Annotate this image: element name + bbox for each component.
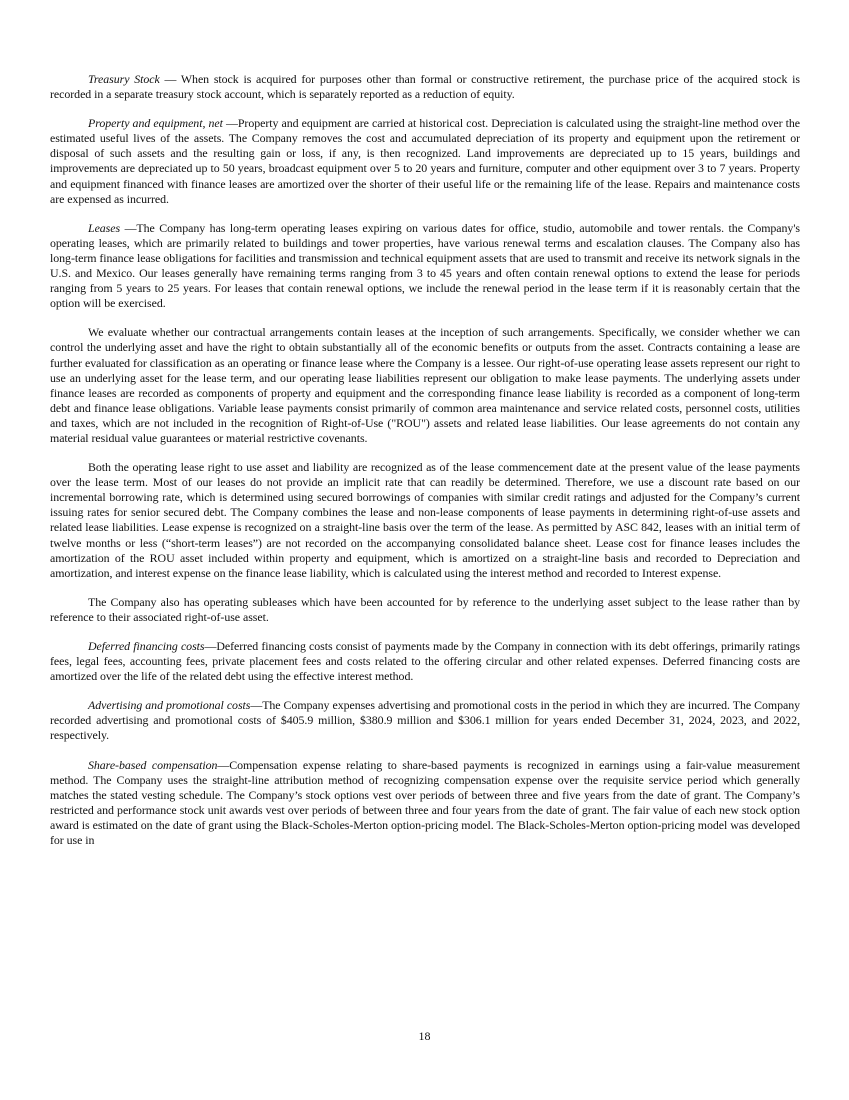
paragraph-lease-evaluation xyxy=(50,325,800,446)
paragraph-share-based xyxy=(50,758,800,849)
paragraph-text: —The Company expenses advertising and promotional costs in the period in which they are incurred. The Company recorded advertising and promotional costs of $405.9 million, $380.9 million and $306.1 million for years ended December 31, 2024, 2023, and 2022, respectively. xyxy=(50,698,801,743)
paragraph-text: —Property and equipment are carried at historical cost. Depreciation is calculated using the straight-line method over the estimated useful lives of the assets. The Company removes the cost and accumulated depreciation of its property and equipment upon the retirement or disposal of such assets and the resulting gain or loss, if any, is then recognized. Land improvements are depreciated up to 15 years, buildings and improvements are depreciated up to 50 years, broadcast equipment over 5 to 20 years and furniture, computer and other equipment over 3 to 7 years. Property and equipment financed with finance leases are amortized over the shorter of their useful life or the remaining life of the lease. Repairs and maintenance costs are expensed as incurred. xyxy=(50,116,800,206)
document-body xyxy=(50,72,800,862)
paragraph-text: —Deferred financing costs consist of payments made by the Company in connection with its debt offerings, primarily ratings fees, legal fees, accounting fees, private placement fees and costs related to the offering circular and other related expenses. Deferred financing costs are amortized over the life of the related debt using the effective interest method. xyxy=(50,639,800,684)
paragraph-leases xyxy=(50,221,800,312)
paragraph-text: We evaluate whether our contractual arrangements contain leases at the inception of such arrangements. Specifically, we consider whether we can control the underlying asset and have the right to obtain substantially all of the economic benefits or outputs from the asset. Contracts containing a lease are further evaluated for classification as an operating or finance lease where the Company is a lessee. Our right-of-use operating lease assets represent our right to use an underlying asset for the lease term, and our operating lease liabilities represent our obligation to make lease payments. The underlying assets under finance leases are recorded as components of property and equipment and the corresponding finance lease liability is recorded as a component of long-term debt and finance lease obligations. Variable lease payments consist primarily of common area maintenance and service related costs, personnel costs, utilities and taxes, which are not included in the recognition of Right-of-Use ("ROU") assets and related lease liabilities. Our lease agreements do not contain any material residual value guarantees or material restrictive covenants. xyxy=(50,325,800,445)
paragraph-advertising xyxy=(50,698,800,743)
paragraph-term: Deferred financing costs xyxy=(88,639,205,653)
paragraph-text: The Company also has operating subleases which have been accounted for by reference to the underlying asset subject to the lease rather than by reference to their associated right-of-use asset. xyxy=(50,594,800,624)
paragraph-text: —The Company has long-term operating leases expiring on various dates for office, studio, automobile and tower rentals. the Company's operating leases, which are primarily related to buildings and tower properties, have various renewal terms and escalation clauses. The Company also has long-term finance lease obligations for facilities and transmission and technical equipment assets that are used to transmit and receive its network signals in the U.S. and Mexico. Our leases generally have remaining terms ranging from 3 to 45 years and often contain renewal options to extend the lease for periods ranging from 5 years to 25 years. For leases that contain renewal options, we include the renewal period in the lease term if it is reasonably certain that the option will be exercised. xyxy=(50,220,800,311)
paragraph-subleases xyxy=(50,595,800,625)
paragraph-term: Treasury Stock xyxy=(88,72,160,86)
paragraph-text: —Compensation expense relating to share-based payments is recognized in earnings using a fair-value measurement method. The Company uses the straight-line attribution method of recognizing compensation expense over the requisite service period which generally matches the stated vesting schedule. The Company’s stock options vest over periods of between three and five years from the date of grant. The Company’s restricted and performance stock unit awards vest over periods of between three and four years from the date of grant. The fair value of each new stock option award is estimated on the date of grant using the Black-Scholes-Merton option-pricing model. The Black-Scholes-Merton option-pricing model was developed for use in xyxy=(50,757,800,848)
paragraph-term: Leases xyxy=(88,220,121,235)
paragraph-text: Both the operating lease right to use asset and liability are recognized as of the lease commencement date at the present value of the lease payments over the lease term. Most of our leases do not provide an implicit rate that can readily be determined. Therefore, we use a discount rate based on our incremental borrowing rate, which is determined using secured borrowings of companies with similar credit ratings and adjusted for the Company’s current issuing rates for senior secured debt. The Company combines the lease and non-lease components of lease payments in determining right-of-use assets and related lease liabilities. Lease expense is recognized on a straight-line basis over the term of the lease. As permitted by ASC 842, leases with an initial term of twelve months or less (“short-term leases”) are not recorded on the accompanying consolidated balance sheet. Lease cost for finance leases includes the amortization of the ROU asset included within property and equipment, which is amortized on a straight-line basis and recorded to Depreciation and amortization, and interest expense on the finance lease liability, which is calculated using the interest method and recorded to Interest expense. xyxy=(50,460,800,580)
paragraph-property-equipment xyxy=(50,116,800,207)
paragraph-term: Advertising and promotional costs xyxy=(88,698,251,713)
paragraph-term: Share-based compensation xyxy=(88,757,218,772)
paragraph-text: — When stock is acquired for purposes other than formal or constructive retirement, the purchase price of the acquired stock is recorded in a separate treasury stock account, which is separately reported as a reduction of equity. xyxy=(50,72,800,102)
page-number: 18 xyxy=(418,1029,431,1043)
paragraph-deferred-financing xyxy=(50,639,800,684)
paragraph-term: Property and equipment, net xyxy=(88,116,223,131)
paragraph-treasury-stock xyxy=(50,72,800,102)
paragraph-lease-recognition xyxy=(50,460,800,581)
